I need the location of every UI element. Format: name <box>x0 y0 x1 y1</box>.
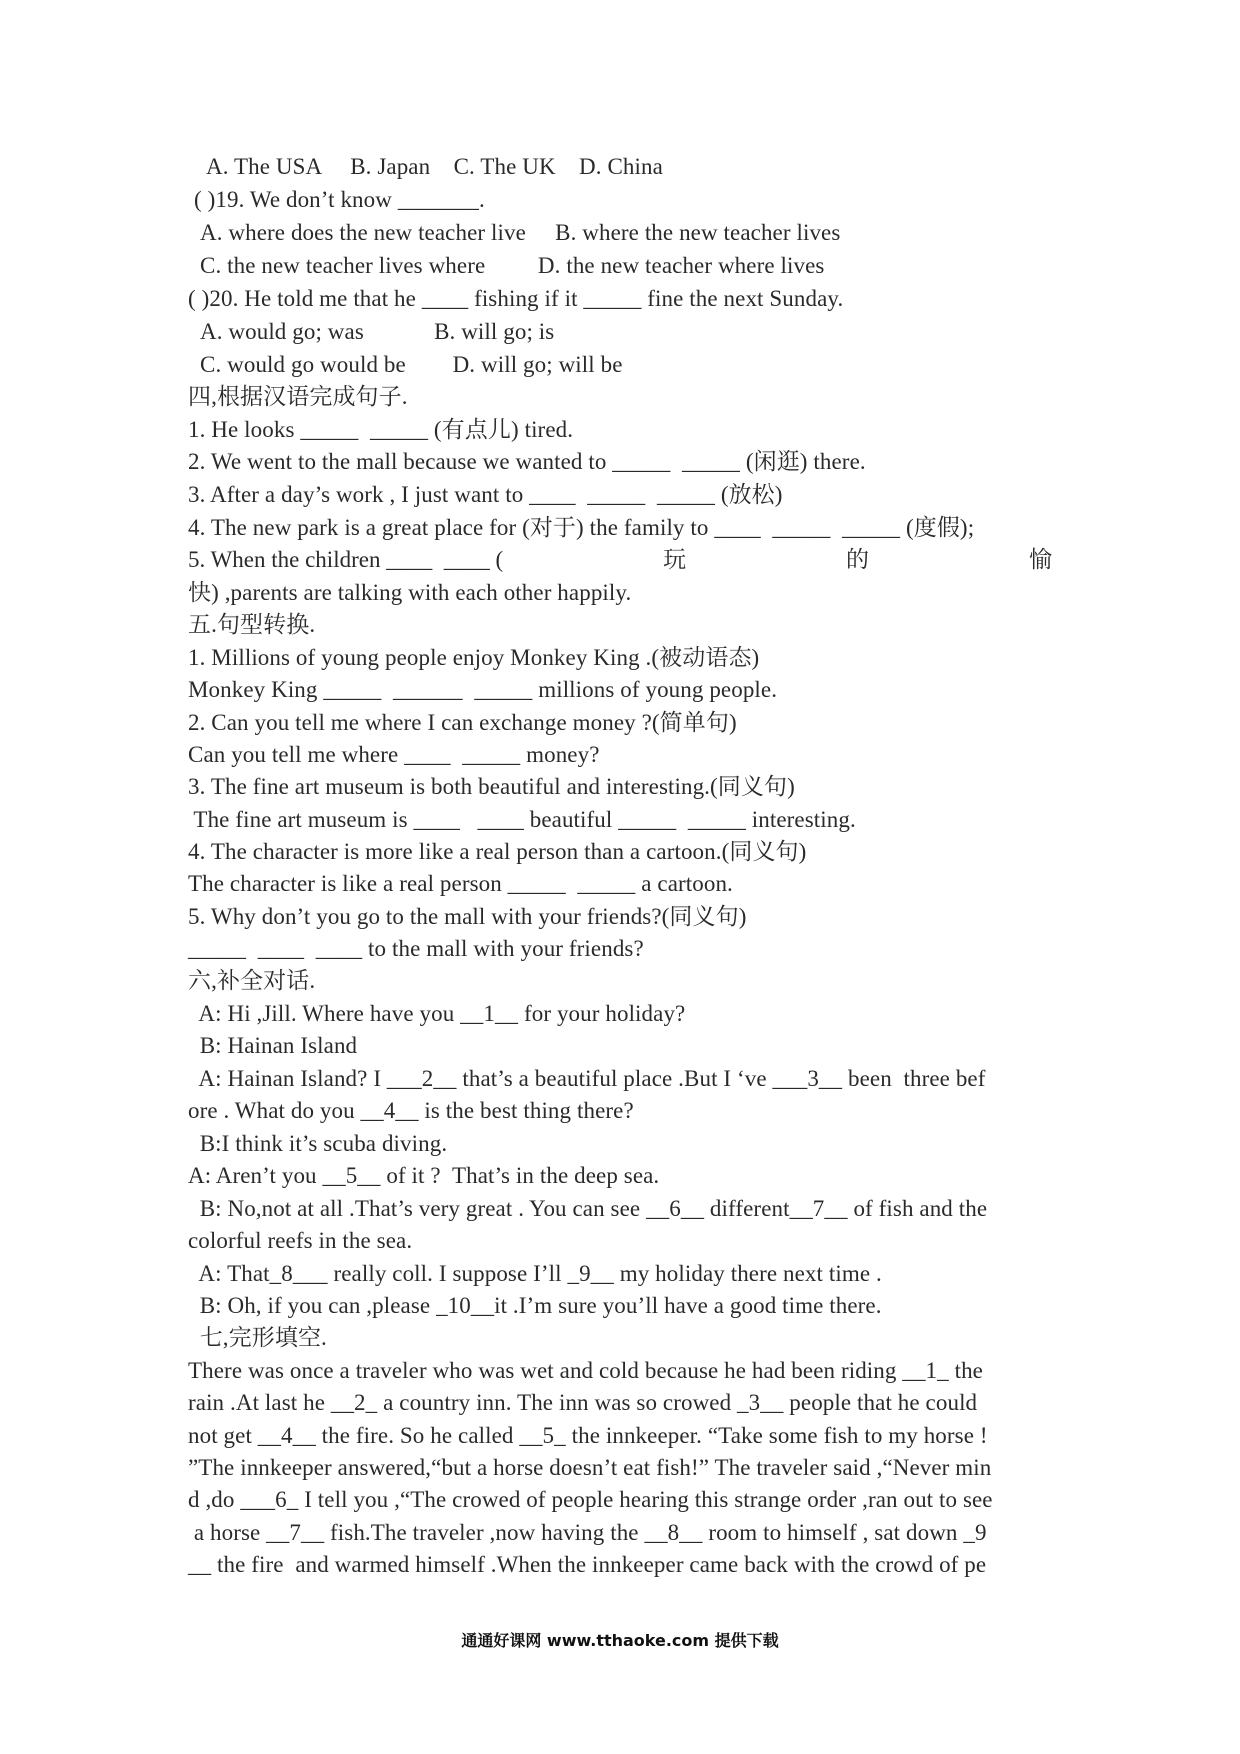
dialogue-line: B: Hainan Island <box>188 1033 358 1058</box>
section5-a5: _____ ____ ____ to the mall with your friends? <box>188 936 644 961</box>
section4-item5-part: 的 <box>846 547 870 572</box>
dialogue-line: A: That_8___ really coll. I suppose I’ll _9__ my holiday there next time . <box>188 1261 882 1286</box>
section5-q4: 4. The character is more like a real person than a cartoon.(同义句) <box>188 839 807 864</box>
section5-a2: Can you tell me where ____ _____ money? <box>188 742 600 767</box>
section4-item5-cont: 快) ,parents are talking with each other happily. <box>188 580 632 605</box>
q19-options-cd: C. the new teacher lives where D. the new teacher where lives <box>200 253 825 278</box>
dialogue-line: B: Oh, if you can ,please _10__it .I’m sure you’ll have a good time there. <box>188 1293 882 1318</box>
page-footer: 通通好课网 www.tthaoke.com 提供下载 <box>461 1631 779 1650</box>
cloze-line: There was once a traveler who was wet and cold because he had been riding __1_ the <box>188 1358 983 1383</box>
q19-options-ab: A. where does the new teacher live B. where the new teacher lives <box>200 220 841 245</box>
section5-q3: 3. The fine art museum is both beautiful and interesting.(同义句) <box>188 774 795 799</box>
q19-stem: ( )19. We don’t know _______. <box>194 187 485 212</box>
section6-title: 六,补全对话. <box>188 968 316 993</box>
section4-item1: 1. He looks _____ _____ (有点儿) tired. <box>188 417 574 442</box>
cloze-line: ”The innkeeper answered,“but a horse doesn’t eat fish!” The traveler said ,“Never min <box>188 1455 992 1480</box>
section5-a1: Monkey King _____ ______ _____ millions of young people. <box>188 677 778 702</box>
section5-q5: 5. Why don’t you go to the mall with your friends?(同义句) <box>188 904 747 929</box>
section5-q1: 1. Millions of young people enjoy Monkey King .(被动语态) <box>188 645 760 670</box>
dialogue-line: B: No,not at all .That’s very great . You can see __6__ different__7__ of fish and the <box>188 1196 988 1221</box>
q20-options-cd: C. would go would be D. will go; will be <box>200 352 623 377</box>
q20-stem: ( )20. He told me that he ____ fishing if it _____ fine the next Sunday. <box>188 286 844 311</box>
section4-item2: 2. We went to the mall because we wanted to _____ _____ (闲逛) there. <box>188 449 866 474</box>
q20-options-ab: A. would go; was B. will go; is <box>200 319 555 344</box>
cloze-line: __ the fire and warmed himself .When the innkeeper came back with the crowd of pe <box>188 1552 987 1577</box>
q18-options: A. The USA B. Japan C. The UK D. China <box>206 154 663 179</box>
dialogue-line: colorful reefs in the sea. <box>188 1228 413 1253</box>
cloze-line: d ,do ___6_ I tell you ,“The crowed of people hearing this strange order ,ran out to see <box>188 1487 993 1512</box>
cloze-line: rain .At last he __2_ a country inn. The inn was so crowed _3__ people that he could <box>188 1390 978 1415</box>
section5-a3: The fine art museum is ____ ____ beautiful _____ _____ interesting. <box>188 807 856 832</box>
section4-item5-part: 愉 <box>1028 547 1052 572</box>
cloze-line: not get __4__ the fire. So he called __5_ the innkeeper. “Take some fish to my horse ! <box>188 1423 988 1448</box>
section5-title: 五.句型转换. <box>188 612 316 637</box>
section4-title: 四,根据汉语完成句子. <box>188 384 408 409</box>
dialogue-line: A: Hi ,Jill. Where have you __1__ for your holiday? <box>188 1001 686 1026</box>
section7-title: 七,完形填空. <box>188 1325 327 1350</box>
dialogue-line: ore . What do you __4__ is the best thing there? <box>188 1098 634 1123</box>
section4-item5-part: 玩 <box>663 547 687 572</box>
section4-item4: 4. The new park is a great place for (对于) the family to ____ _____ _____ (度假); <box>188 515 975 540</box>
section5-a4: The character is like a real person _____ _____ a cartoon. <box>188 871 733 896</box>
section5-q2: 2. Can you tell me where I can exchange money ?(简单句) <box>188 710 737 735</box>
dialogue-line: A: Aren’t you __5__ of it ? That’s in the deep sea. <box>188 1163 660 1188</box>
cloze-line: a horse __7__ fish.The traveler ,now having the __8__ room to himself , sat down _9 <box>188 1520 987 1545</box>
section4-item5 <box>188 544 1052 576</box>
section4-item3: 3. After a day’s work , I just want to ____ _____ _____ (放松) <box>188 482 783 507</box>
dialogue-line: B:I think it’s scuba diving. <box>188 1131 448 1156</box>
dialogue-line: A: Hainan Island? I ___2__ that’s a beautiful place .But I ‘ve ___3__ been three bef <box>188 1066 986 1091</box>
section4-item5-part: 5. When the children ____ ____ ( <box>188 547 504 572</box>
